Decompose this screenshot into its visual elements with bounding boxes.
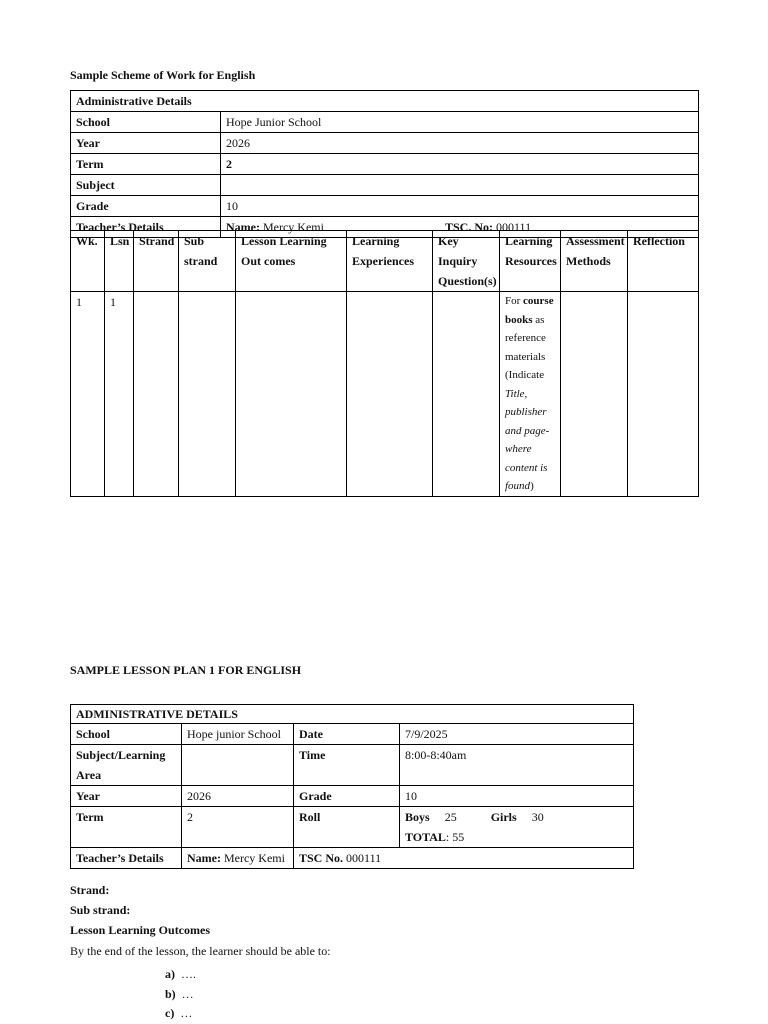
scheme-subject-value [221,175,699,196]
lesson-roll-value: Boys 25 Girls 30 TOTAL: 55 [400,807,634,848]
col-key-inquiry: Key Inquiry Question(s) [433,231,500,292]
sub-strand-label: Sub strand: [70,903,131,917]
lesson-title: SAMPLE LESSON PLAN 1 FOR ENGLISH [70,663,302,677]
lesson-name-cell: Name: Mercy Kemi [182,848,294,869]
row-week: 1 [71,292,105,497]
outcomes-heading: Lesson Learning Outcomes [70,923,211,937]
col-sub-strand: Sub strand [179,231,236,292]
row-sub-strand [179,292,236,497]
row-strand [134,292,179,497]
lesson-roll-label: Roll [294,807,400,848]
lesson-subject-label: Subject/Learning Area [71,745,182,786]
scheme-title: Sample Scheme of Work for English [70,68,256,82]
lesson-admin-heading: ADMINISTRATIVE DETAILS [71,705,634,724]
lesson-year-value: 2026 [182,786,294,807]
lesson-grade-value: 10 [400,786,634,807]
scheme-admin-heading: Administrative Details [71,91,699,112]
lesson-subject-value [182,745,294,786]
scheme-admin-table [70,90,699,238]
col-strand: Strand [134,231,179,292]
lesson-time-label: Time [294,745,400,786]
lesson-term-label: Term [71,807,182,848]
strand-label: Strand: [70,883,110,897]
row-outcomes [236,292,347,497]
scheme-teacher-label: Teacher’s Details [71,217,221,238]
row-lesson: 1 [105,292,134,497]
outcome-item-a: a) …. [165,967,196,981]
scheme-school-value: Hope Junior School [221,112,699,133]
lesson-school-value: Hope junior School [182,724,294,745]
col-assessment: Assessment Methods [561,231,628,292]
scheme-term-value: 2 [221,154,699,175]
scheme-grade-value: 10 [221,196,699,217]
row-resources: For course books as reference materials (Indicate Title, publisher and page- where content is found) [500,292,561,497]
scheme-term-label: Term [71,154,221,175]
scheme-tsc-label: TSC. No: [444,220,493,234]
lesson-admin-table [70,704,634,869]
lesson-grade-label: Grade [294,786,400,807]
scheme-subject-label: Subject [71,175,221,196]
lesson-date-label: Date [294,724,400,745]
col-lesson: Lsn [105,231,134,292]
outcome-item-c: c) … [165,1006,193,1020]
lesson-school-label: School [71,724,182,745]
row-experiences [347,292,433,497]
lesson-date-value: 7/9/2025 [400,724,634,745]
scheme-grade-label: Grade [71,196,221,217]
row-assessment [561,292,628,497]
scheme-work-table [70,230,699,497]
scheme-tsc-value: 000111 [495,220,532,234]
col-learning-resources: Learning Resources [500,231,561,292]
scheme-year-label: Year [71,133,221,154]
lesson-term-value: 2 [182,807,294,848]
col-learning-outcomes: Lesson Learning Out comes [236,231,347,292]
scheme-year-value: 2026 [221,133,699,154]
col-week: Wk. [71,231,105,292]
lesson-year-label: Year [71,786,182,807]
lesson-teacher-label: Teacher’s Details [71,848,182,869]
col-learning-experiences: Learning Experiences [347,231,433,292]
col-reflection: Reflection [628,231,699,292]
outcomes-intro: By the end of the lesson, the learner should be able to: [70,944,331,958]
lesson-tsc-cell: TSC No. 000111 [294,848,634,869]
lesson-time-value: 8:00-8:40am [400,745,634,786]
scheme-name-label: Name: [226,220,260,234]
scheme-school-label: School [71,112,221,133]
row-reflection [628,292,699,497]
outcome-item-b: b) … [165,987,194,1001]
scheme-name-value: Mercy Kemi [262,220,324,234]
row-inquiry [433,292,500,497]
